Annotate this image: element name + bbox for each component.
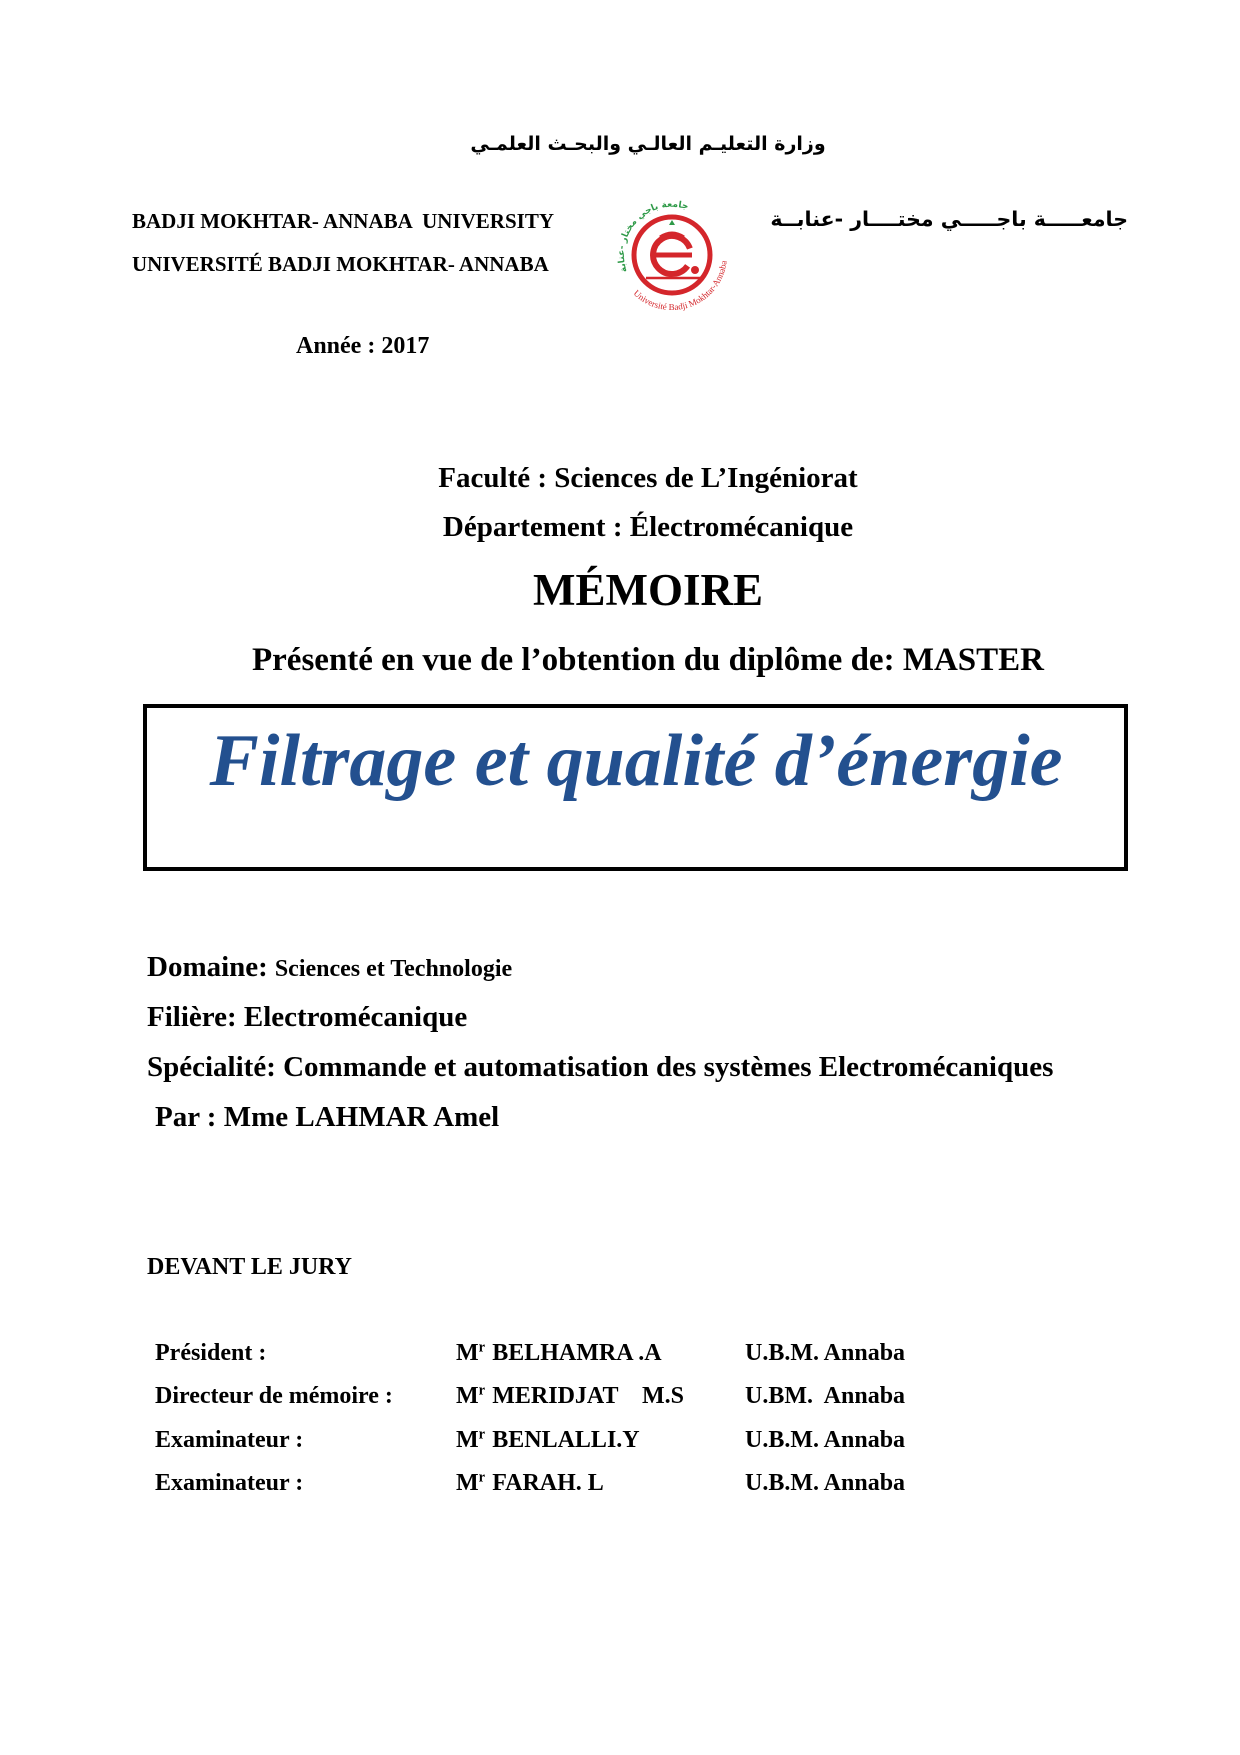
specialty: Spécialité: Commande et automatisation des systèmes Electromécaniques [147, 1051, 1054, 1083]
university-logo [600, 192, 750, 327]
jury-member-name [456, 1339, 662, 1368]
jury-title-superscript: r [478, 1382, 486, 1399]
diploma-statement: Présenté en vue de l’obtention du diplôme de: MASTER [252, 642, 1044, 678]
jury-heading: DEVANT LE JURY [147, 1254, 352, 1280]
jury-role: Directeur de mémoire : [155, 1383, 393, 1409]
jury-title-prefix: M [456, 1470, 479, 1496]
department: Département : Électromécanique [442, 511, 854, 543]
jury-name: BELHAMRA .A [492, 1340, 662, 1366]
domain-line [147, 950, 512, 985]
jury-title-prefix: M [456, 1427, 479, 1453]
university-name-arabic: جامعـــــة باجـــــي مختــــار -عنابــة [770, 207, 1128, 231]
year: Année : 2017 [296, 333, 430, 359]
university-name-english: BADJI MOKHTAR- ANNABA UNIVERSITY [132, 209, 554, 233]
jury-name: FARAH. L [492, 1470, 604, 1496]
jury-role: Examinateur : [155, 1427, 304, 1453]
jury-affiliation: U.B.M. Annaba [745, 1427, 906, 1453]
jury-name: MERIDJAT M.S [492, 1383, 685, 1409]
author: Par : Mme LAHMAR Amel [155, 1101, 500, 1133]
document-type: MÉMOIRE [533, 565, 763, 615]
logo-green-accent [669, 220, 675, 225]
logo-emblem-dot [691, 266, 699, 274]
domain-label: Domaine: [147, 951, 268, 983]
jury-affiliation: U.B.M. Annaba [745, 1470, 906, 1496]
field-of-study: Filière: Electromécanique [147, 1001, 468, 1033]
faculty: Faculté : Sciences de L’Ingéniorat [438, 462, 858, 494]
jury-title-superscript: r [478, 1426, 486, 1443]
jury-title-prefix: M [456, 1340, 479, 1366]
jury-row [0, 1426, 1240, 1456]
jury-member-name [456, 1469, 604, 1498]
jury-row [0, 1339, 1240, 1369]
jury-title-superscript: r [478, 1469, 486, 1486]
jury-member-name [456, 1426, 640, 1455]
logo-french-arc-text: Université Badji Mokhtar-Annaba [631, 259, 729, 313]
thesis-title: Filtrage et qualité d’énergie [209, 720, 1063, 802]
jury-row [0, 1382, 1240, 1412]
jury-role: Président : [155, 1340, 267, 1366]
jury-member-name [456, 1382, 684, 1411]
jury-name: BENLALLI.Y [492, 1427, 640, 1453]
jury-affiliation: U.B.M. Annaba [745, 1340, 906, 1366]
jury-title-prefix: M [456, 1383, 479, 1409]
jury-row [0, 1469, 1240, 1499]
logo-arabic-arc-text: جامعة باجي مختار -عنابة [616, 199, 690, 274]
jury-affiliation: U.BM. Annaba [745, 1383, 906, 1409]
university-name-french: UNIVERSITÉ BADJI MOKHTAR- ANNABA [132, 252, 549, 276]
ministry-name-arabic: وزارة التعليـم العالـي والبحـث العلمـي [470, 133, 826, 155]
jury-title-superscript: r [478, 1339, 486, 1356]
domain-value: Sciences et Technologie [274, 956, 513, 982]
jury-role: Examinateur : [155, 1470, 304, 1496]
